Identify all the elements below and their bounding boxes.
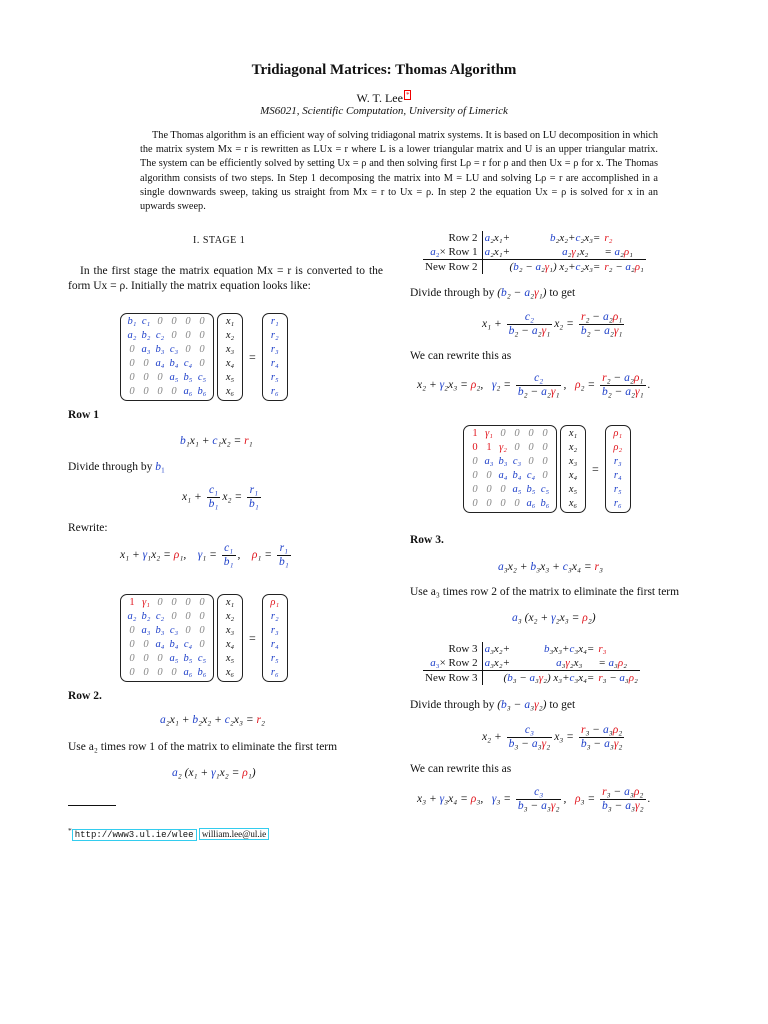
- row1-rewrite-equation: x₁ + γ₁x₂ = ρ₁, γ₁ = $\frac{\text{c₁}}{\text{b₁}}$ , ρ₁ = $\frac{\text{r₁}}{\text{b₁}}$: [120, 542, 289, 568]
- row1-heading: Row 1: [68, 409, 99, 421]
- vector-rho-step2: ρ₁ ρ₂ r₃ r₄ r₅ r₆: [605, 425, 631, 513]
- vector-r: r₁ r₂ r₃ r₄ r₅ r₆: [262, 313, 288, 401]
- divide-b1-text: Divide through by: [68, 461, 153, 473]
- row3-heading: Row 3.: [410, 534, 444, 546]
- row1-equation: b₁x₁ + c₁x₂ = r₁: [180, 435, 253, 447]
- abstract: The Thomas algorithm is an efficient way of solving tridiagonal matrix systems. It is based on LU decomposition in which the matrix system Mx = r is rewritten as LUx = r where L is a lower triangular matrix and U is an upper triangular matrix. The system can be efficiently solved by setting Ux = ρ and then solving first Lρ = r for ρ and then Ux = ρ for x. The Thomas algorithm consists of two steps. In Step 1 decomposing the matrix into M = LU and solving Lρ = r are accomplished in a single downwards sweep, taking us straight from Mx = r to Ux = ρ. In step 2 the equation Ux = ρ is solved for x in an upwards sweep.: [140, 130, 658, 213]
- divide-b1-line: Divide through by b₁: [68, 461, 165, 473]
- row2-scaled-equation: a₃ (x₂ + γ₂x₃ = ρ₂): [512, 612, 596, 624]
- use-a3-text: Use a₃ times row 2 of the matrix to eliminate the first term: [410, 586, 680, 598]
- elim3-scaled-label: a₃× Row 2: [423, 656, 482, 671]
- divide-row3-line: Divide through by (b₃ − a₃γ₂) to get: [410, 699, 576, 711]
- row2-rewrite-equation: x₂ + γ₂x₃ = ρ₂, γ₂ = $\frac{\text{c₂}}{\text{b₂ − a₂γ₁}}$ , ρ₂ = $\frac{\text{r₂ − a₂ρ₁}}{\text{b₂ − a₂γ₁}}$ .: [417, 372, 651, 398]
- matrix-m-step2: 1 γ₁ 0 0 0 0 0 1 γ₂ 0 0 0 0 a₃ b₃ c₃ 0 0 0 0 a₄ b₄ c₄ 0 0 0 0 a₅ b₅ c₅ 0 0 0 0 a₆ b₆: [463, 425, 557, 513]
- divide-row2-line: Divide through by (b₂ − a₂γ₁) to get: [410, 287, 576, 299]
- row1-scaled-equation: a₂ (x₁ + γ₁x₂ = ρ₁): [172, 767, 256, 779]
- row3-equation: a₃x₂ + b₃x₃ + c₃x₄ = r₃: [498, 561, 603, 573]
- row2-heading: Row 2.: [68, 690, 102, 702]
- footnote-rule: [68, 805, 116, 806]
- vector-x-step2: x₁ x₂ x₃ x₄ x₅ x₆: [560, 425, 586, 513]
- row3-divided-equation: x₂ + $\frac{\text{c₃}}{\text{b₃ − a₃γ₂}}$ x₃ = $\frac{\text{r₃ − a₃ρ₂}}{\text{b₃ − a₃γ₂}}$: [482, 724, 623, 750]
- elim2-scaled-label: a₂× Row 1: [423, 245, 482, 260]
- divide-row3-text: Divide through by: [410, 699, 495, 711]
- vector-rho-step1: ρ₁ r₂ r₃ r₄ r₅ r₆: [262, 594, 288, 682]
- rewrite-row2-label: We can rewrite this as: [410, 350, 512, 362]
- elim3-row3-label: Row 3: [423, 642, 482, 656]
- elim3-new-label: New Row 3: [423, 671, 482, 686]
- use-a2-text: Use a₂ times row 1 of the matrix to eliminate the first term: [68, 741, 338, 753]
- author-line: [0, 90, 768, 106]
- divide-row2-text: Divide through by: [410, 287, 495, 299]
- intro-paragraph: In the first stage the matrix equation Mx = r is converted to the form Ux = ρ. Initially the matrix equation looks like:: [68, 265, 383, 292]
- matrix-after-row2: 1 γ₁ 0 0 0 0 0 1 γ₂ 0 0 0 0 a₃ b₃ c₃ 0 0 0 0 a₄ b₄ c₄ 0 0 0 0 a₅ b₅ c₅ 0 0 0 0 a₆ b₆ x₁ x₂ x₃ x₄ x₅ x₆ = ρ₁ ρ₂ r₃ r₄ r₅ r₆: [463, 425, 631, 513]
- vector-x: x₁ x₂ x₃ x₄ x₅ x₆: [217, 313, 243, 401]
- initial-matrix-equation: b₁ c₁ 0 0 0 0 a₂ b₂ c₂ 0 0 0 0 a₃ b₃ c₃ 0 0 0 0 a₄ b₄ c₄ 0 0 0 0 a₅ b₅ c₅ 0 0 0 0 a₆ b₆ x₁ x₂ x₃ x₄ x₅ x₆ = r₁ r₂ r₃ r₄ r₅ r₆: [120, 313, 288, 401]
- row2-divided-equation: x₁ + $\frac{\text{c₂}}{\text{b₂ − a₂γ₁}}$ x₂ = $\frac{\text{r₂ − a₂ρ₁}}{\text{b₂ − a₂γ₁}}$: [482, 311, 623, 337]
- row2-elimination-table: Row 2 a₂x₁+ b₂x₂+c₂x₃= r₂ a₂× Row 1 a₂x₁+ a₂γ₁x₂ = a₂ρ₁ New Row 2 (b₂ − a₂γ₁) x₂+c₂x₃= r₂ − a₂ρ₁: [425, 232, 644, 273]
- rewrite-row3-label: We can rewrite this as: [410, 763, 512, 775]
- matrix-m-step1: 1 γ₁ 0 0 0 0 a₂ b₂ c₂ 0 0 0 0 a₃ b₃ c₃ 0 0 0 0 a₄ b₄ c₄ 0 0 0 0 a₅ b₅ c₅ 0 0 0 0 a₆ b₆: [120, 594, 214, 682]
- section-heading: I. STAGE 1: [193, 235, 246, 246]
- elim2-new-label: New Row 2: [423, 260, 482, 275]
- vector-x-step1: x₁ x₂ x₃ x₄ x₅ x₆: [217, 594, 243, 682]
- footnote: * http://www3.ul.ie/wlee william.lee@ul.ie: [68, 826, 269, 840]
- matrix-m: b₁ c₁ 0 0 0 0 a₂ b₂ c₂ 0 0 0 0 a₃ b₃ c₃ 0 0 0 0 a₄ b₄ c₄ 0 0 0 0 a₅ b₅ c₅ 0 0 0 0 a₆ b₆: [120, 313, 214, 401]
- row3-elimination-table: Row 3 a₃x₂+ b₃x₃+c₃x₄= r₃ a₃× Row 2 a₃x₂+ a₃γ₂x₃ = a₃ρ₂ New Row 3 (b₃ − a₃γ₂) x₃+c₃x₄= r₃ − a₃ρ₂: [425, 643, 638, 684]
- author-name: W. T. Lee: [356, 91, 403, 105]
- to-get-text-row3: to get: [549, 699, 576, 711]
- elim2-row2-label: Row 2: [423, 231, 482, 245]
- row3-rewrite-equation: x₃ + γ₃x₄ = ρ₃, γ₃ = $\frac{\text{c₃}}{\text{b₃ − a₃γ₂}}$ , ρ₃ = $\frac{\text{r₃ − a₃ρ₂}}{\text{b₃ − a₃γ₂}}$ .: [417, 786, 651, 812]
- to-get-text: to get: [549, 287, 576, 299]
- rewrite-label: Rewrite:: [68, 522, 108, 534]
- paper-title: Tridiagonal Matrices: Thomas Algorithm: [251, 62, 517, 78]
- footnote-email-link[interactable]: william.lee@ul.ie: [199, 828, 269, 840]
- row1-divided-equation: x₁ + $\frac{\text{c₁}}{\text{b₁}}$ x₂ = $\frac{\text{r₁}}{\text{b₁}}$: [182, 484, 259, 510]
- row2-equation: a₂x₁ + b₂x₂ + c₂x₃ = r₂: [160, 714, 265, 726]
- footnote-mark-link[interactable]: *: [405, 91, 410, 99]
- footnote-url-link[interactable]: http://www3.ul.ie/wlee: [72, 829, 197, 841]
- matrix-after-row1: 1 γ₁ 0 0 0 0 a₂ b₂ c₂ 0 0 0 0 a₃ b₃ c₃ 0 0 0 0 a₄ b₄ c₄ 0 0 0 0 a₅ b₅ c₅ 0 0 0 0 a₆ b₆ x₁ x₂ x₃ x₄ x₅ x₆ = ρ₁ r₂ r₃ r₄ r₅ r₆: [120, 594, 288, 682]
- affiliation: MS6021, Scientific Computation, University of Limerick: [260, 105, 508, 117]
